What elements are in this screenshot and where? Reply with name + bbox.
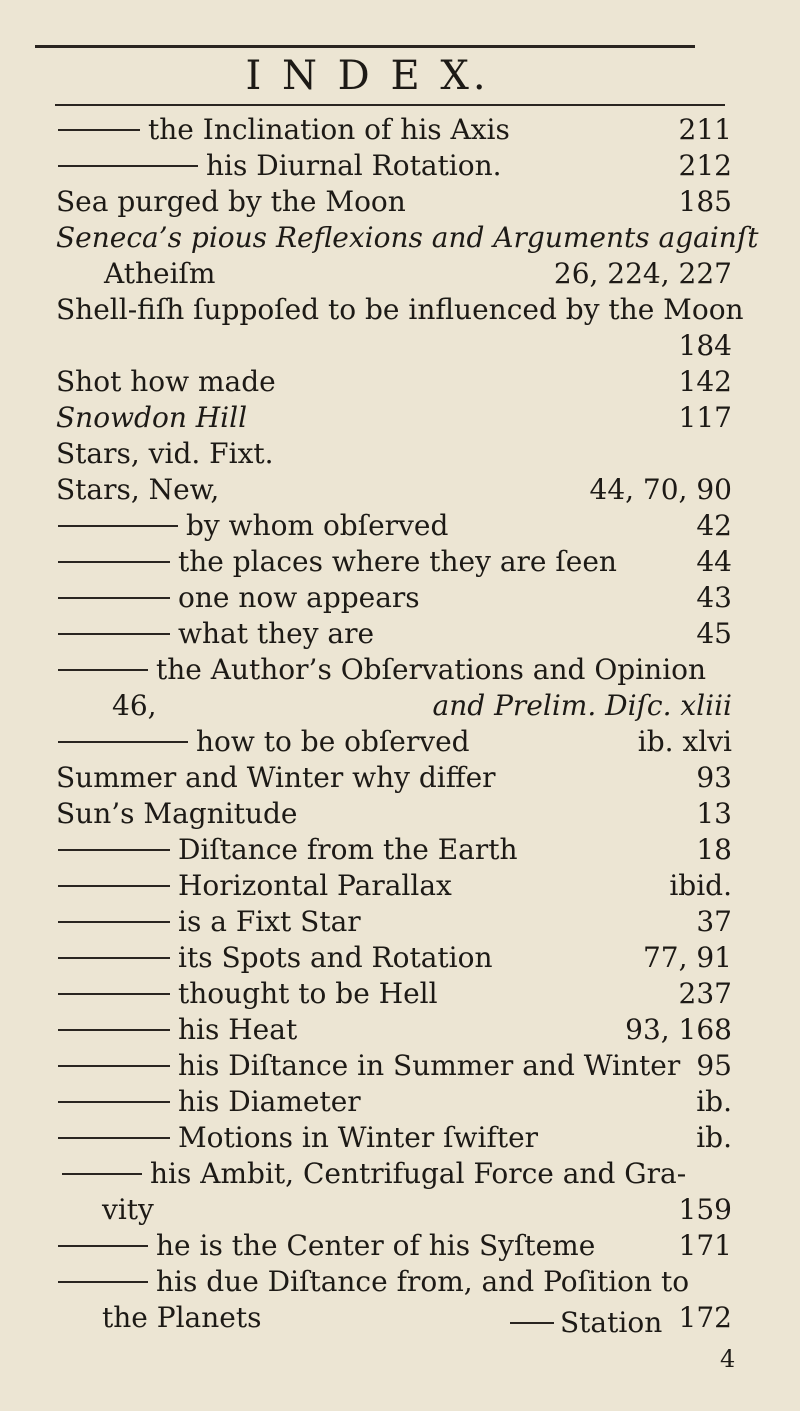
entry-page: 142 (678, 365, 732, 398)
index-entry (56, 760, 732, 796)
entry-text: Snowdon Hill (56, 401, 248, 434)
index-entry (58, 904, 732, 940)
entry-page: 159 (678, 1193, 732, 1226)
ditto-dash (58, 921, 170, 923)
index-entry (56, 184, 732, 220)
entry-text: his Diurnal Rotation. (206, 149, 502, 182)
index-entry (58, 112, 732, 148)
entry-text: Stars, New, (56, 473, 220, 506)
index-entry (58, 1084, 732, 1120)
index-entry (58, 328, 732, 364)
entry-text: his Diſtance in Summer and Winter (178, 1049, 681, 1082)
entry-text: Sea purged by the Moon (56, 185, 406, 218)
entry-text: 46, (112, 689, 157, 722)
entry-text: what they are (178, 617, 375, 650)
index-entry (58, 1228, 732, 1264)
entry-text: his Ambit, Centrifugal Force and Gra- (150, 1157, 687, 1190)
ditto-dash (58, 1101, 170, 1103)
entry-page: 171 (678, 1229, 732, 1262)
index-entry (104, 256, 732, 292)
index-entry (58, 1120, 732, 1156)
entry-page: 212 (678, 149, 732, 182)
entry-page: 37 (696, 905, 732, 938)
entry-text: by whom obſerved (186, 509, 449, 542)
index-entry (56, 796, 732, 832)
entry-page: 42 (696, 509, 732, 542)
entry-text: the places where they are ſeen (178, 545, 617, 578)
ditto-dash (58, 1065, 170, 1067)
index-entry (58, 976, 732, 1012)
entry-text: Shell-fiſh ſuppoſed to be influenced by the Moon (56, 293, 744, 326)
entry-text: the Inclination of his Axis (148, 113, 510, 146)
index-entry (58, 544, 732, 580)
entry-page: 44 (696, 545, 732, 578)
entry-page: 93, 168 (625, 1013, 732, 1046)
entry-text: the Planets (102, 1301, 262, 1334)
index-entry (112, 688, 732, 724)
ditto-dash (510, 1322, 554, 1324)
index-entry (56, 436, 732, 472)
entry-text: is a Fixt Star (178, 905, 361, 938)
index-entry (56, 472, 732, 508)
index-entry (58, 1012, 732, 1048)
index-entry (58, 1264, 732, 1300)
ditto-dash (58, 993, 170, 995)
ditto-dash (58, 885, 170, 887)
entry-text: Diſtance from the Earth (178, 833, 518, 866)
ditto-dash (58, 1281, 148, 1283)
entry-page: 211 (678, 113, 732, 146)
entry-text: Shot how made (56, 365, 276, 398)
index-entry (58, 652, 732, 688)
index-entry (58, 148, 732, 184)
entry-page: ib. xlvi (637, 725, 732, 758)
index-entry (58, 724, 732, 760)
entry-page: ib. (696, 1121, 732, 1154)
title-rule (55, 104, 725, 106)
entry-text: Atheiſm (104, 257, 216, 290)
index-entry (56, 364, 732, 400)
catchword (510, 1305, 662, 1341)
entry-text: Seneca’s pious Reflexions and Arguments againſt (56, 221, 759, 254)
entry-text: thought to be Hell (178, 977, 438, 1010)
ditto-dash (58, 129, 140, 131)
ditto-dash (58, 741, 188, 743)
ditto-dash (58, 1245, 148, 1247)
entry-text: Motions in Winter ſwifter (178, 1121, 539, 1154)
index-entry (56, 400, 732, 436)
entry-text: Horizontal Parallax (178, 869, 452, 902)
entry-page: 185 (678, 185, 732, 218)
entry-page: 95 (696, 1049, 732, 1082)
entry-page: 237 (678, 977, 732, 1010)
entry-page: 172 (678, 1301, 732, 1334)
entry-page: ib. (696, 1085, 732, 1118)
entry-text: Stars, vid. Fixt. (56, 437, 274, 470)
ditto-dash (58, 849, 170, 851)
ditto-dash (58, 669, 148, 671)
ditto-dash (58, 165, 198, 167)
page-title: I N D E X. (245, 53, 490, 99)
signature-mark: 4 (720, 1345, 736, 1373)
index-entry (56, 292, 744, 328)
index-entry (58, 580, 732, 616)
entry-page: 93 (696, 761, 732, 794)
index-entry (58, 616, 732, 652)
entry-page: 184 (678, 329, 732, 362)
index-entry (56, 220, 759, 256)
ditto-dash (58, 1137, 170, 1139)
index-entry (58, 508, 732, 544)
entry-page: ibid. (669, 869, 732, 902)
entry-text: his Diameter (178, 1085, 361, 1118)
entry-text: one now appears (178, 581, 420, 614)
entry-page: 26, 224, 227 (553, 257, 732, 290)
entry-page: 43 (696, 581, 732, 614)
ditto-dash (62, 1173, 142, 1175)
entry-page: 44, 70, 90 (589, 473, 732, 506)
index-entry (58, 868, 732, 904)
ditto-dash (58, 1029, 170, 1031)
entry-text: its Spots and Rotation (178, 941, 493, 974)
entry-text: vity (102, 1193, 154, 1226)
entry-page: 117 (678, 401, 732, 434)
index-entry (58, 1048, 732, 1084)
entry-text: how to be obſerved (196, 725, 470, 758)
ditto-dash (58, 597, 170, 599)
entry-text: his Heat (178, 1013, 298, 1046)
entry-text: Summer and Winter why differ (56, 761, 496, 794)
entry-text: he is the Center of his Syſteme (156, 1229, 596, 1262)
ditto-dash (58, 957, 170, 959)
index-entry (58, 940, 732, 976)
entry-page: 18 (696, 833, 732, 866)
ditto-dash (58, 561, 170, 563)
entry-text: the Author’s Obſervations and Opinion (156, 653, 707, 686)
ditto-dash (58, 633, 170, 635)
entry-page: 13 (696, 797, 732, 830)
entry-text: his due Diſtance from, and Poſition to (156, 1265, 690, 1298)
entry-text: Sun’s Magnitude (56, 797, 298, 830)
index-entry (58, 832, 732, 868)
index-entry (102, 1192, 732, 1228)
top-rule (35, 45, 695, 48)
entry-page: and Prelim. Diſc. xliii (432, 689, 732, 722)
ditto-dash (58, 525, 178, 527)
index-entry (62, 1156, 732, 1192)
catchword-text: Station (560, 1306, 663, 1339)
entry-page: 77, 91 (642, 941, 732, 974)
entry-page: 45 (696, 617, 732, 650)
